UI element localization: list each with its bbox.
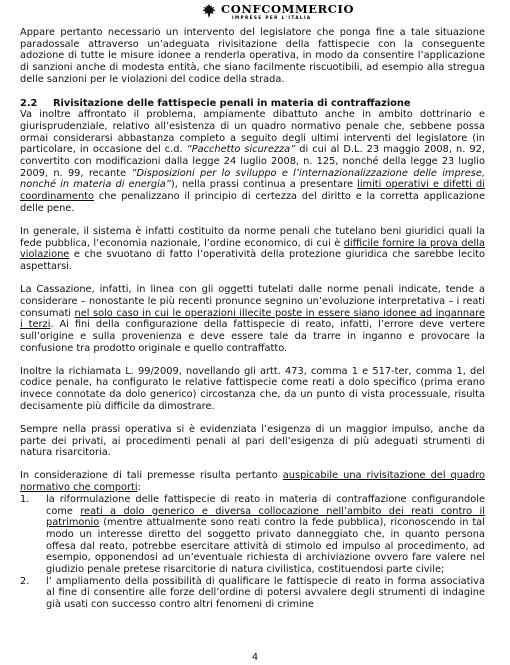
paragraph-4: Inoltre la richiamata L. 99/2009, novellando gli artt. 473, comma 1 e 517-ter, comma 1, del codice penale, ha configurato le relative fattispecie come reati a dolo specifico (prima erano invece connotate da dolo generico) circostanza che, da un punto di vista processuale, risulta decisamente più difficile da dimostrare.	[20, 365, 485, 412]
paragraph-2	[20, 226, 485, 273]
brand-name: CONFCOMMERCIO	[221, 2, 355, 16]
paragraph-1-underlined: limiti operativi e difetti di coordinamento	[20, 179, 486, 203]
paragraph-3-underlined: nel solo caso in cui le operazioni illecite poste in essere siano idonee ad ingannare i terzi	[20, 307, 485, 331]
paragraph-1-quote-1: “Pacchetto sicurezza”	[186, 144, 296, 156]
paragraph-6	[20, 470, 485, 493]
paragraph-6-text-c: :	[137, 482, 141, 494]
paragraph-6-underlined: auspicabile una rivisitazione del quadro normativo che comporti	[20, 470, 485, 494]
document-header	[0, 0, 510, 26]
list-item-number: 2.	[20, 575, 30, 587]
proposal-list	[20, 494, 485, 611]
paragraph-1-text-e: ), nella prassi continua a presentare	[170, 179, 358, 191]
document-body	[20, 27, 485, 611]
paragraph-2-text-c: e che svuotano di fatto l’operatività della protezione giuridica che sarebbe lecito aspettarsi.	[20, 249, 485, 273]
list-item-text: l’ ampliamento della possibilità di qualificare le fattispecie di reato in forma associativa al fine di consentire alle forze dell’ordine di potersi avvalere degli strumenti di indagine già usati con successo contro altri fenomeni di crimine	[46, 575, 485, 611]
list-item-text: la riformulazione delle fattispecie di reato in materia di contraffazione configurandole come	[46, 493, 485, 517]
section-number: 2.2	[20, 97, 38, 109]
list-item-number: 1.	[20, 493, 30, 505]
paragraph-1-quote-2: “Disposizioni per lo sviluppo e l’internazionalizzazione delle imprese, nonché in materia di energia”	[20, 167, 485, 191]
paragraph-1-text-a: Va inoltre affrontato il problema, ampiamente dibattuto anche in ambito dottrinario e giurisprudenziale, relativo all’esistenza di un quadro normativo penale che, sebbene possa ormai considerarsi abbastanza completo a seguito degli ultimi interventi del legislatore (in particolare, in occasione del c.d.	[20, 109, 485, 156]
section-title: Rivisitazione delle fattispecie penali in materia di contraffazione	[53, 97, 411, 109]
paragraph-1-text-g: che penalizzano il principio di certezza del diritto e la corretta applicazione delle pene.	[20, 191, 485, 214]
paragraph-3	[20, 284, 485, 354]
eagle-emblem-icon	[201, 3, 217, 19]
brand-tagline: IMPRESE PER L'ITALIA	[232, 15, 312, 20]
paragraph-3-text-a: La Cassazione, infatti, in linea con gli oggetti tutelati dalle norme penali indicate, tende a considerare – nonostante le più recenti pronunce segnino un’evoluzione interpretativa – i reati consumati	[20, 284, 485, 319]
paragraph-1-text-c: di cui al D.L. 23 maggio 2008, n. 92, convertito con modificazioni dalla legge 24 luglio 2008, n. 125, nonché della legge 23 luglio 2009, n. 99, recante	[20, 144, 485, 179]
list-item	[20, 576, 485, 611]
paragraph-2-text-a: In generale, il sistema è infatti costituito da norme penali che tutelano beni giuridici quali la fede pubblica, l’economia nazionale, l’ordine economico, di cui è	[20, 225, 485, 249]
section-heading	[20, 98, 485, 110]
page-number: 4	[251, 652, 259, 663]
paragraph-6-text-a: In considerazione di tali premesse risulta pertanto	[20, 470, 283, 482]
list-item	[20, 494, 485, 576]
paragraph-5: Sempre nella prassi operativa si è evidenziata l’esigenza di un maggior impulso, anche da parte dei privati, ai procedimenti penali al pari dell’esigenza di più adeguati strumenti di natura risarcitoria.	[20, 423, 485, 459]
list-item-text: (mentre attualmente sono reati contro la fede pubblica), riconoscendo in tal modo un interesse diretto del soggetto privato danneggiato che, in quanto persona offesa dal reato, potrebbe esercitare attività di stimolo ed impulso al procedimento, ad esempio, opponendosi ad un’eventuale richiesta di archiviazione ovvero fare valere nel giudizio penale pretese risarcitorie di natura civilistica, costituendosi parte civile;	[46, 517, 485, 576]
paragraph-3-text-c: . Ai fini della configurazione della fattispecie di reato, infatti, l’errore deve vertere sull’origine e sulla provenienza e deve essere tale da trarre in inganno e provocare la confusione tra prodotto originale e quello contraffatto.	[20, 319, 485, 354]
paragraph-2-underlined: difficile fornire la prova della violazione	[20, 237, 485, 261]
paragraph-1	[20, 109, 485, 214]
intro-paragraph: Appare pertanto necessario un intervento del legislatore che ponga fine a tale situazione paradossale attraverso un’adeguata rivisitazione della fattispecie con la conseguente adozione di tutte le misure idonee a renderla operativa, in modo da consentire l’applicazione di sanzioni anche di modesta entità, che siano facilmente riscuotibili, ad esempio alla stregua delle sanzioni per le violazioni del codice della strada.	[20, 27, 485, 85]
list-item-underlined: reati a dolo generico e diversa collocazione nell’ambito dei reati contro il patrimonio	[46, 505, 485, 529]
